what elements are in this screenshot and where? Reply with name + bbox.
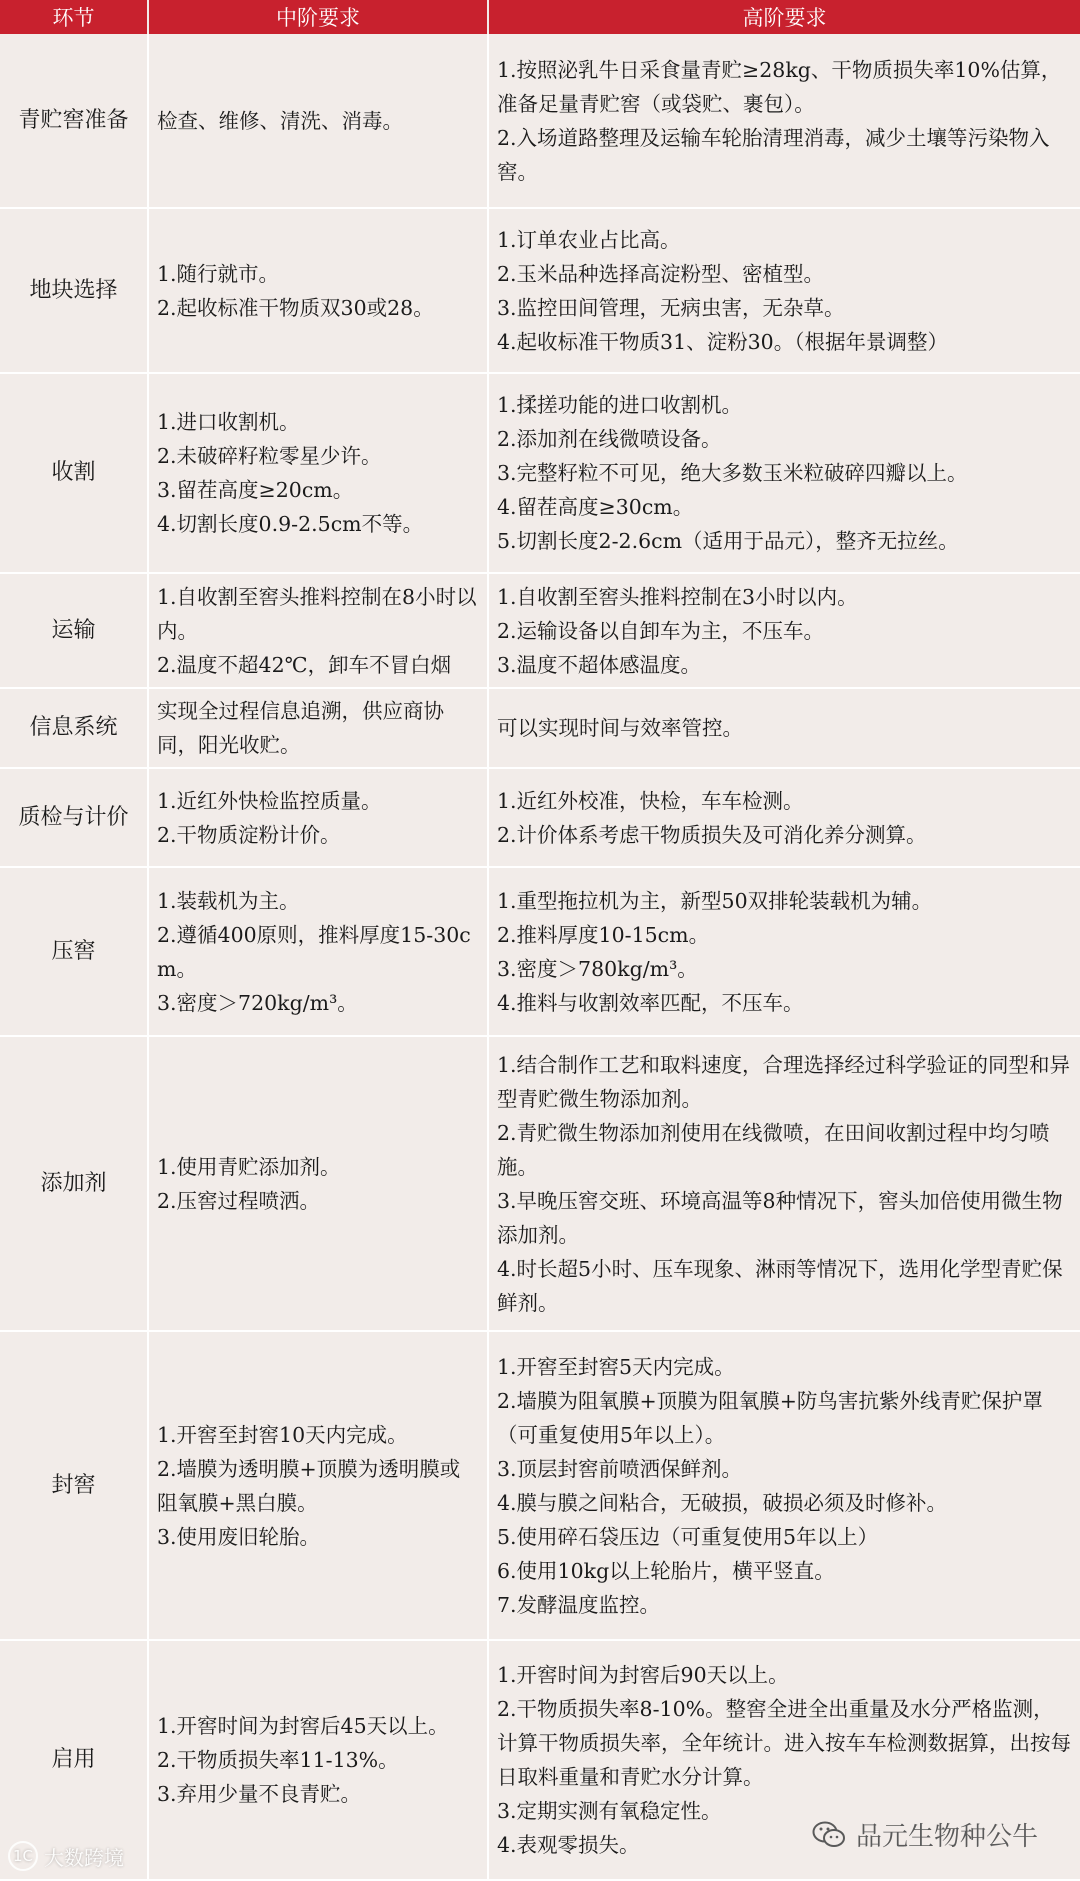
header-mid: 中阶要求 [148, 0, 488, 34]
mid-requirement-item: 3.弃用少量不良青贮。 [157, 1782, 362, 1806]
header-high: 高阶要求 [488, 0, 1080, 34]
high-requirement-item: 1.近红外校准，快检，车车检测。 [497, 788, 804, 813]
mid-requirement-item: 实现全过程信息追溯，供应商协同，阳光收贮。 [157, 699, 444, 757]
mid-requirement-cell [148, 1331, 488, 1640]
mid-requirement-item: 2.墙膜为透明膜+顶膜为透明膜或阻氧膜+黑白膜。 [157, 1456, 461, 1515]
high-requirement-item: 1.结合制作工艺和取料速度，合理选择经过科学验证的同型和异型青贮微生物添加剂。 [497, 1052, 1071, 1111]
high-requirement-item: 3.早晚压窖交班、环境高温等8种情况下，窖头加倍使用微生物添加剂。 [497, 1188, 1063, 1247]
mid-requirement-cell [148, 1036, 488, 1331]
high-requirement-item: 可以实现时间与效率管控。 [497, 716, 743, 740]
high-requirement-item: 4.推料与收割效率匹配，不压车。 [497, 990, 804, 1015]
mid-requirement-item: 1.随行就市。 [157, 261, 280, 286]
mid-requirement-item: 2.压窖过程喷洒。 [157, 1188, 321, 1213]
high-requirement-item: 1.揉搓功能的进口收割机。 [497, 393, 743, 417]
table-row [0, 768, 1080, 867]
high-requirement-item: 4.膜与膜之间粘合，无破损，破损必须及时修补。 [497, 1490, 948, 1515]
stage-cell: 运输 [0, 573, 148, 688]
high-requirement-item: 2.干物质损失率8-10%。整窖全进全出重量及水分严格监测，计算干物质损失率，全年统计。进入按车车检测数据算，出按每日取料重量和青贮水分计算。 [497, 1697, 1071, 1789]
mid-requirement-item: 2.干物质淀粉计价。 [157, 822, 341, 847]
high-requirement-cell [488, 208, 1080, 373]
high-requirement-item: 1.开窖时间为封窖后90天以上。 [497, 1663, 789, 1687]
mid-requirement-item: 1.开窖时间为封窖后45天以上。 [157, 1714, 449, 1738]
high-requirement-cell [488, 688, 1080, 768]
table-header [0, 0, 1080, 34]
mid-requirement-cell [148, 34, 488, 208]
mid-requirement-item: 1.开窖至封窖10天内完成。 [157, 1422, 408, 1447]
high-requirement-item: 2.玉米品种选择高淀粉型、密植型。 [497, 261, 825, 286]
stage-cell: 收割 [0, 373, 148, 573]
stage-cell: 信息系统 [0, 688, 148, 768]
high-requirement-item: 2.计价体系考虑干物质损失及可消化养分测算。 [497, 822, 927, 847]
mid-requirement-item: 1.自收割至窖头推料控制在8小时以内。 [157, 584, 477, 643]
mid-requirement-item: 1.进口收割机。 [157, 410, 300, 434]
high-requirement-item: 6.使用10kg以上轮胎片，横平竖直。 [497, 1558, 835, 1583]
mid-requirement-item: 1.使用青贮添加剂。 [157, 1154, 341, 1179]
stage-cell: 质检与计价 [0, 768, 148, 867]
mid-requirement-item: 2.干物质损失率11-13%。 [157, 1748, 399, 1772]
mid-requirement-item: 2.起收标准干物质双30或28。 [157, 295, 434, 320]
high-requirement-item: 2.青贮微生物添加剂使用在线微喷，在田间收割过程中均匀喷施。 [497, 1120, 1050, 1179]
stage-cell: 压窖 [0, 867, 148, 1036]
high-requirement-item: 4.时长超5小时、压车现象、淋雨等情况下，选用化学型青贮保鲜剂。 [497, 1256, 1063, 1315]
table-row [0, 573, 1080, 688]
high-requirement-item: 3.监控田间管理，无病虫害，无杂草。 [497, 295, 845, 320]
high-requirement-item: 2.入场道路整理及运输车轮胎清理消毒，减少土壤等污染物入窖。 [497, 125, 1050, 184]
stage-cell: 封窖 [0, 1331, 148, 1640]
high-requirement-item: 4.表观零损失。 [497, 1833, 640, 1857]
high-requirement-cell [488, 34, 1080, 208]
table-row [0, 867, 1080, 1036]
high-requirement-item: 1.订单农业占比高。 [497, 227, 681, 252]
high-requirement-item: 3.密度＞780kg/m³。 [497, 956, 698, 981]
mid-requirement-cell [148, 867, 488, 1036]
mid-requirement-item: 1.近红外快检监控质量。 [157, 788, 382, 813]
high-requirement-cell [488, 867, 1080, 1036]
mid-requirement-item: 4.切割长度0.9-2.5cm不等。 [157, 512, 424, 536]
watermark-left [8, 1841, 124, 1871]
table-row [0, 373, 1080, 573]
watermark-right-text: 品元生物种公牛 [855, 1822, 1038, 1852]
high-requirement-item: 5.切割长度2-2.6cm（适用于品元），整齐无拉丝。 [497, 529, 959, 553]
high-requirement-item: 1.自收割至窖头推料控制在3小时以内。 [497, 584, 858, 609]
stage-cell: 启用 [0, 1640, 148, 1880]
mid-requirement-item: 3.使用废旧轮胎。 [157, 1524, 321, 1549]
high-requirement-item: 1.重型拖拉机为主，新型50双排轮装载机为辅。 [497, 888, 933, 913]
mid-requirement-item: 2.温度不超42℃，卸车不冒白烟 [157, 652, 452, 677]
high-requirement-cell [488, 768, 1080, 867]
high-requirement-item: 3.完整籽粒不可见，绝大多数玉米粒破碎四瓣以上。 [497, 461, 968, 485]
stage-cell: 地块选择 [0, 208, 148, 373]
table-row [0, 688, 1080, 768]
mid-requirement-item: 1.装载机为主。 [157, 888, 300, 913]
mid-requirement-item: 3.留茬高度≥20cm。 [157, 478, 354, 502]
high-requirement-item: 2.墙膜为阻氧膜+顶膜为阻氧膜+防鸟害抗紫外线青贮保护罩（可重复使用5年以上）。 [497, 1388, 1043, 1447]
mid-requirement-item: 2.未破碎籽粒零星少许。 [157, 444, 382, 468]
high-requirement-item: 3.定期实测有氧稳定性。 [497, 1799, 722, 1823]
mid-requirement-cell [148, 373, 488, 573]
watermark-logo-icon: 1C [8, 1841, 38, 1871]
high-requirement-item: 7.发酵温度监控。 [497, 1592, 661, 1617]
table-row [0, 1331, 1080, 1640]
mid-requirement-cell [148, 208, 488, 373]
mid-requirement-cell [148, 1640, 488, 1880]
stage-cell: 添加剂 [0, 1036, 148, 1331]
watermark-left-text: 大数跨境 [44, 1845, 124, 1870]
table-row [0, 1036, 1080, 1331]
header-stage: 环节 [0, 0, 148, 34]
high-requirement-item: 3.温度不超体感温度。 [497, 652, 702, 677]
high-requirement-cell [488, 373, 1080, 573]
mid-requirement-item: 检查、维修、清洗、消毒。 [157, 108, 403, 133]
mid-requirement-cell [148, 688, 488, 768]
high-requirement-item: 2.推料厚度10-15cm。 [497, 922, 710, 947]
table-row [0, 208, 1080, 373]
high-requirement-item: 1.开窖至封窖5天内完成。 [497, 1354, 735, 1379]
wechat-icon [812, 1820, 846, 1850]
high-requirement-item: 2.添加剂在线微喷设备。 [497, 427, 722, 451]
mid-requirement-cell [148, 573, 488, 688]
high-requirement-cell [488, 573, 1080, 688]
watermark-right [812, 1816, 1038, 1853]
high-requirement-item: 1.按照泌乳牛日采食量青贮≥28kg、干物质损失率10%估算，准备足量青贮窖（或袋贮、裹包）。 [497, 57, 1062, 116]
high-requirement-item: 5.使用碎石袋压边（可重复使用5年以上） [497, 1524, 879, 1549]
high-requirement-item: 2.运输设备以自卸车为主，不压车。 [497, 618, 825, 643]
high-requirement-cell [488, 1331, 1080, 1640]
high-requirement-item: 4.起收标准干物质31、淀粉30。（根据年景调整） [497, 329, 948, 354]
table-body [0, 34, 1080, 1880]
stage-cell: 青贮窖准备 [0, 34, 148, 208]
mid-requirement-item: 2.遵循400原则，推料厚度15-30cm。 [157, 922, 471, 981]
mid-requirement-cell [148, 768, 488, 867]
mid-requirement-item: 3.密度＞720kg/m³。 [157, 990, 358, 1015]
high-requirement-item: 4.留茬高度≥30cm。 [497, 495, 694, 519]
high-requirement-item: 3.顶层封窖前喷洒保鲜剂。 [497, 1456, 743, 1481]
high-requirement-cell [488, 1036, 1080, 1331]
table-row [0, 34, 1080, 208]
